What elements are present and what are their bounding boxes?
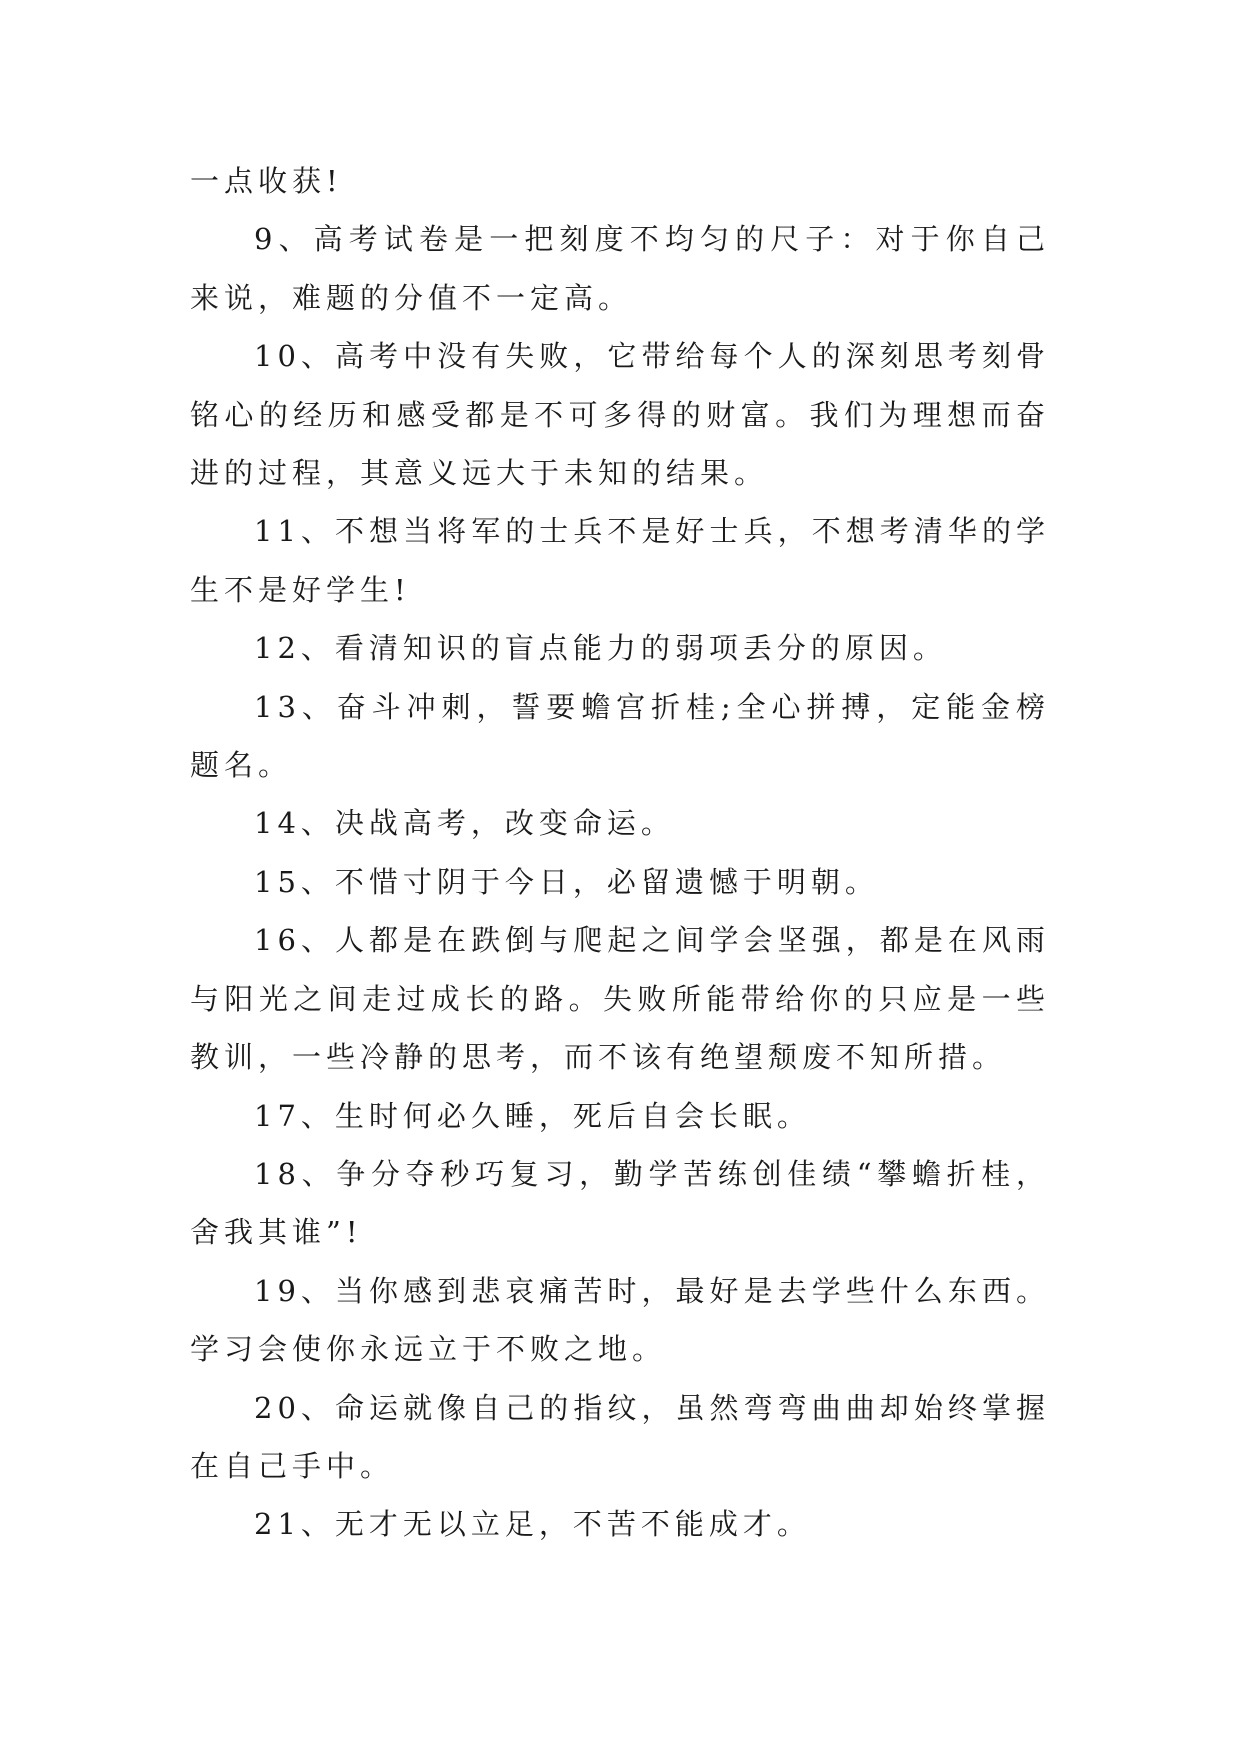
paragraph: 18、争分夺秒巧复习，勤学苦练创佳绩“攀蟾折桂，舍我其谁”! bbox=[190, 1156, 1050, 1250]
paragraph: 10、高考中没有失败，它带给每个人的深刻思考刻骨铭心的经历和感受都是不可多得的财富。我们为理想而奋进的过程，其意义远大于未知的结果。 bbox=[190, 339, 1050, 491]
paragraph: 14、决战高考，改变命运。 bbox=[254, 806, 675, 841]
paragraph: 一点收获! bbox=[190, 164, 343, 198]
paragraph: 9、高考试卷是一把刻度不均匀的尺子：对于你自己来说，难题的分值不一定高。 bbox=[190, 222, 1050, 315]
paragraph: 15、不惜寸阴于今日，必留遗憾于明朝。 bbox=[254, 864, 879, 899]
paragraph: 16、人都是在跌倒与爬起之间学会坚强，都是在风雨与阳光之间走过成长的路。失败所能带给你的只应是一些教训，一些冷静的思考，而不该有绝望颓废不知所措。 bbox=[190, 923, 1050, 1075]
paragraph: 12、看清知识的盲点能力的弱项丢分的原因。 bbox=[254, 631, 947, 666]
paragraph: 21、无才无以立足，不苦不能成才。 bbox=[254, 1507, 811, 1542]
document-body bbox=[190, 152, 1050, 1554]
paragraph: 19、当你感到悲哀痛苦时，最好是去学些什么东西。学习会使你永远立于不败之地。 bbox=[190, 1273, 1050, 1367]
paragraph: 13、奋斗冲刺，誓要蟾宫折桂;全心拼搏，定能金榜题名。 bbox=[190, 689, 1050, 783]
paragraph: 20、命运就像自己的指纹，虽然弯弯曲曲却始终掌握在自己手中。 bbox=[190, 1390, 1050, 1483]
paragraph: 17、生时何必久睡，死后自会长眠。 bbox=[254, 1098, 811, 1133]
paragraph: 11、不想当将军的士兵不是好士兵，不想考清华的学生不是好学生! bbox=[190, 514, 1050, 607]
